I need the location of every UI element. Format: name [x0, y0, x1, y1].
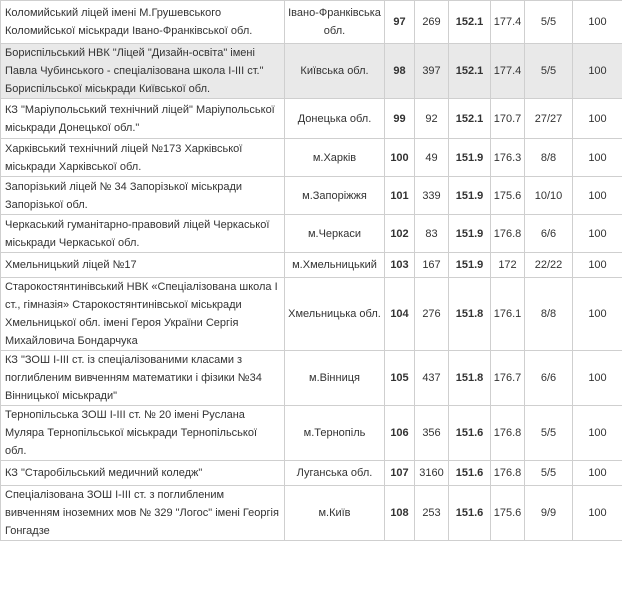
- cell-c6: 175.6: [491, 177, 525, 215]
- cell-name: Запорізький ліцей № 34 Запорізької міськради Запорізької обл.: [1, 177, 285, 215]
- cell-score: 152.1: [449, 1, 491, 44]
- cell-rank: 106: [385, 406, 415, 461]
- table-row: [1, 278, 622, 351]
- cell-c6: 175.6: [491, 486, 525, 541]
- cell-c6: 177.4: [491, 1, 525, 44]
- cell-c6: 176.1: [491, 278, 525, 351]
- cell-name: Хмельницький ліцей №17: [1, 253, 285, 278]
- cell-region: м.Хмельницький: [285, 253, 385, 278]
- cell-n: 356: [415, 406, 449, 461]
- cell-score: 151.8: [449, 351, 491, 406]
- table-row: [1, 461, 622, 486]
- table-row: [1, 99, 622, 139]
- cell-name: КЗ "Старобільський медичний коледж": [1, 461, 285, 486]
- cell-name: КЗ "Маріупольський технічний ліцей" Маріупольської міськради Донецької обл.": [1, 99, 285, 139]
- cell-c6: 176.7: [491, 351, 525, 406]
- cell-c7: 5/5: [525, 461, 573, 486]
- cell-c7: 5/5: [525, 406, 573, 461]
- cell-c7: 8/8: [525, 278, 573, 351]
- cell-rank: 104: [385, 278, 415, 351]
- table-row: [1, 44, 622, 99]
- cell-c7: 6/6: [525, 351, 573, 406]
- cell-rank: 103: [385, 253, 415, 278]
- cell-region: м.Тернопіль: [285, 406, 385, 461]
- cell-c6: 176.8: [491, 406, 525, 461]
- cell-n: 92: [415, 99, 449, 139]
- cell-n: 339: [415, 177, 449, 215]
- cell-n: 397: [415, 44, 449, 99]
- cell-c6: 172: [491, 253, 525, 278]
- table-row: [1, 177, 622, 215]
- cell-c8: 100: [573, 1, 622, 44]
- cell-region: м.Київ: [285, 486, 385, 541]
- cell-n: 269: [415, 1, 449, 44]
- cell-c7: 27/27: [525, 99, 573, 139]
- cell-c6: 177.4: [491, 44, 525, 99]
- cell-n: 167: [415, 253, 449, 278]
- cell-c6: 176.8: [491, 461, 525, 486]
- cell-rank: 102: [385, 215, 415, 253]
- cell-n: 253: [415, 486, 449, 541]
- cell-rank: 107: [385, 461, 415, 486]
- cell-score: 151.9: [449, 215, 491, 253]
- cell-region: м.Вінниця: [285, 351, 385, 406]
- cell-c7: 6/6: [525, 215, 573, 253]
- cell-score: 152.1: [449, 44, 491, 99]
- cell-c8: 100: [573, 215, 622, 253]
- cell-name: Черкаський гуманітарно-правовий ліцей Черкаської міськради Черкаської обл.: [1, 215, 285, 253]
- cell-rank: 97: [385, 1, 415, 44]
- cell-score: 152.1: [449, 99, 491, 139]
- cell-c8: 100: [573, 406, 622, 461]
- cell-name: Коломийський ліцей імені М.Грушевського Коломийської міськради Івано-Франківської обл.: [1, 1, 285, 44]
- cell-c8: 100: [573, 486, 622, 541]
- cell-c8: 100: [573, 99, 622, 139]
- cell-c6: 170.7: [491, 99, 525, 139]
- table-row: [1, 215, 622, 253]
- cell-region: Луганська обл.: [285, 461, 385, 486]
- cell-region: м.Запоріжжя: [285, 177, 385, 215]
- cell-n: 3160: [415, 461, 449, 486]
- cell-rank: 98: [385, 44, 415, 99]
- cell-score: 151.6: [449, 461, 491, 486]
- table-row: [1, 1, 622, 44]
- cell-name: Тернопільська ЗОШ І-ІІІ ст. № 20 імені Руслана Муляра Тернопільської міськради Тернопільської обл.: [1, 406, 285, 461]
- cell-c8: 100: [573, 253, 622, 278]
- cell-n: 83: [415, 215, 449, 253]
- cell-score: 151.6: [449, 486, 491, 541]
- cell-region: Донецька обл.: [285, 99, 385, 139]
- cell-score: 151.8: [449, 278, 491, 351]
- cell-rank: 108: [385, 486, 415, 541]
- cell-c8: 100: [573, 139, 622, 177]
- cell-c7: 5/5: [525, 44, 573, 99]
- cell-rank: 99: [385, 99, 415, 139]
- cell-c8: 100: [573, 177, 622, 215]
- cell-name: Харківський технічний ліцей №173 Харківської міськради Харківської обл.: [1, 139, 285, 177]
- cell-score: 151.9: [449, 253, 491, 278]
- table-row: [1, 406, 622, 461]
- cell-rank: 101: [385, 177, 415, 215]
- cell-n: 437: [415, 351, 449, 406]
- cell-region: м.Черкаси: [285, 215, 385, 253]
- cell-c8: 100: [573, 461, 622, 486]
- cell-region: Київська обл.: [285, 44, 385, 99]
- cell-c7: 8/8: [525, 139, 573, 177]
- table-row: [1, 253, 622, 278]
- cell-region: Івано-Франківська обл.: [285, 1, 385, 44]
- cell-name: Старокостянтинівський НВК «Спеціалізована школа І ст., гімназія» Старокостянтинівської міськради Хмельницької обл. імені Героя України Сергія Михайловича Бондарчука: [1, 278, 285, 351]
- cell-region: Хмельницька обл.: [285, 278, 385, 351]
- cell-name: КЗ "ЗОШ І-ІІІ ст. із спеціалізованими класами з поглибленим вивченням математики і фізики №34 Вінницької міськради": [1, 351, 285, 406]
- cell-c6: 176.8: [491, 215, 525, 253]
- cell-n: 276: [415, 278, 449, 351]
- table-row: [1, 139, 622, 177]
- cell-rank: 105: [385, 351, 415, 406]
- table-row: [1, 486, 622, 541]
- cell-c6: 176.3: [491, 139, 525, 177]
- cell-rank: 100: [385, 139, 415, 177]
- cell-score: 151.9: [449, 139, 491, 177]
- cell-c7: 10/10: [525, 177, 573, 215]
- cell-c7: 9/9: [525, 486, 573, 541]
- cell-c8: 100: [573, 44, 622, 99]
- cell-c8: 100: [573, 278, 622, 351]
- cell-score: 151.6: [449, 406, 491, 461]
- cell-name: Спеціалізована ЗОШ І-ІІІ ст. з поглибленим вивченням іноземних мов № 329 "Логос" імені Георгія Гонгадзе: [1, 486, 285, 541]
- table-row: [1, 351, 622, 406]
- cell-n: 49: [415, 139, 449, 177]
- cell-region: м.Харків: [285, 139, 385, 177]
- cell-name: Бориспільський НВК "Ліцей "Дизайн-освіта" імені Павла Чубинського - спеціалізована школа І-ІІІ ст." Бориспільської міськради Київської обл.: [1, 44, 285, 99]
- cell-c7: 22/22: [525, 253, 573, 278]
- cell-c7: 5/5: [525, 1, 573, 44]
- cell-score: 151.9: [449, 177, 491, 215]
- cell-c8: 100: [573, 351, 622, 406]
